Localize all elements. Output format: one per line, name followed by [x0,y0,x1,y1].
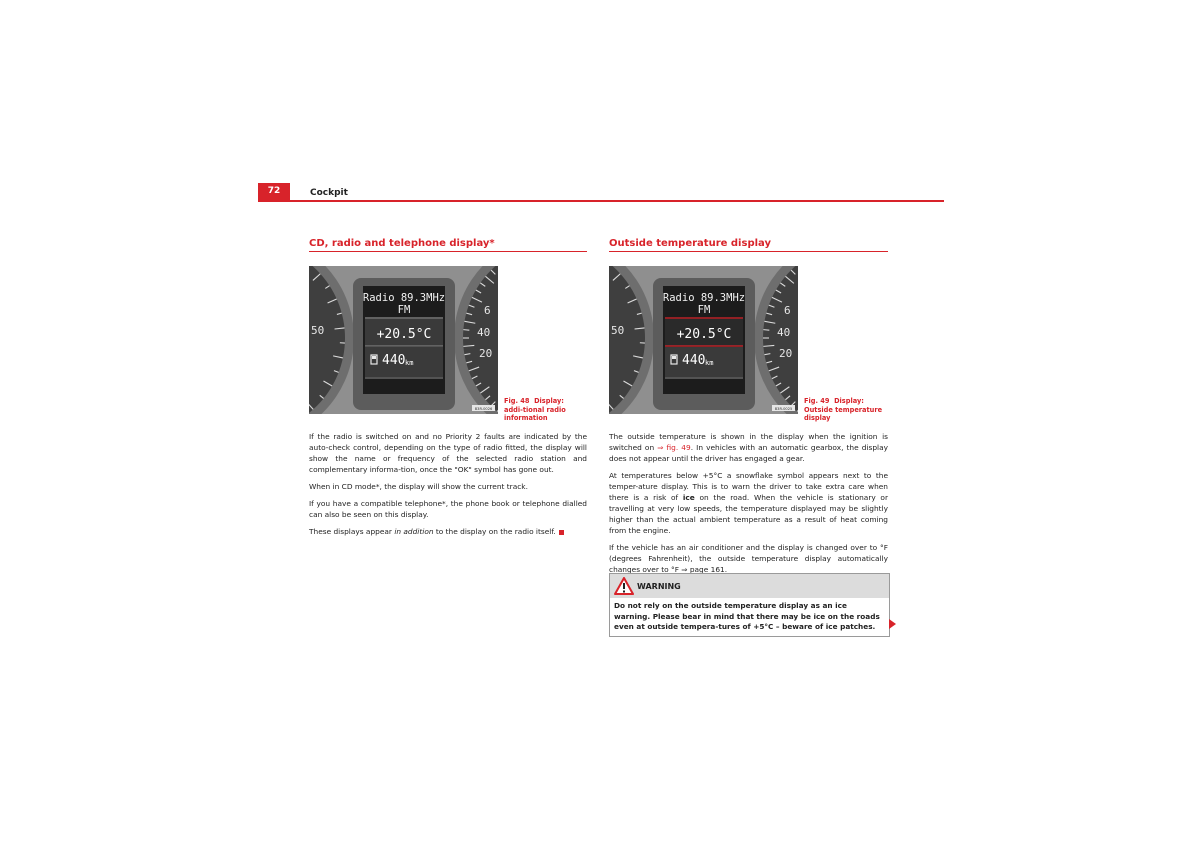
gauge-tick-label: 20 [779,347,793,360]
display-radio-band: FM [397,304,411,316]
figure-49 [609,266,798,414]
display-radio-station: Radio 89.3MHz [362,292,446,304]
header-rule [258,200,944,202]
figure-caption-text: Display: addi-tional radio information [504,397,566,422]
paragraph: If you have a compatible telephone*, the phone book or telephone dialled can also be seen on this display. [309,499,587,519]
figure-link[interactable]: ⇒ fig. 49 [657,443,691,452]
gauge-tick-label: 40 [477,326,491,339]
right-section-title: Outside temperature display [609,238,771,249]
display-radio-station: Radio 89.3MHz [662,292,746,304]
display-temperature: +20.5°C [676,327,732,342]
paragraph: The outside temperature is shown in the display when the ignition is switched on ⇒ fig. 49. In vehicles with an automatic gearbox, the display does not appear until the driver has engaged a gear. [609,432,888,463]
warning-title: WARNING [637,582,681,591]
warning-header [610,574,889,598]
fuel-pump-icon-window [372,356,376,359]
gauge-tick [463,330,469,331]
paragraph: When in CD mode*, the display will show the current track. [309,482,528,491]
warning-box [609,573,890,637]
right-body-text [609,431,888,581]
display-radio-band: FM [697,304,711,316]
paragraph: If the vehicle has an air conditioner and the display is changed over to °F (degrees Fahrenheit), the outside temperature display automatically changes over to °F ⇒ page 161. [609,543,888,574]
figure-code: B3R-0026 [474,407,493,411]
continue-arrow-icon [889,619,896,629]
right-section-rule [609,251,888,252]
figure-48-caption [504,397,584,423]
display-range-value: 440 [382,353,406,368]
paragraph: At temperatures below +5°C a snowflake symbol appears next to the temper-ature display. This is to warn the driver to take extra care when there is a risk of ice on the road. When the vehicle is stationary or travelling at very low speeds, the temperature displayed may be slightly higher than the actual ambient temperature as a result of heat coming from the engine. [609,471,888,535]
gauge-tick-label: 50 [611,324,625,337]
gauge-tick-label: 20 [479,347,493,360]
page-number: 72 [267,186,281,196]
figure-code: B3R-0025 [774,407,793,411]
fuel-pump-icon-window [672,356,676,359]
display-range-unit: km [405,359,414,367]
figure-label: Fig. 48 [504,397,530,405]
end-of-section-square-icon [559,530,564,535]
display-range-unit: km [705,359,714,367]
gauge-tick-label: 50 [311,324,325,337]
paragraph: If the radio is switched on and no Priority 2 faults are indicated by the auto-check control, depending on the type of radio fitted, the display will show the name or frequency of the selected radio station and complementary informa-tion, once the "OK" symbol has gone out. [309,432,587,474]
figure-48 [309,266,498,414]
gauge-tick-label: 40 [777,326,791,339]
left-body-text [309,431,587,543]
gauge-tick [763,330,769,331]
warning-triangle-icon [614,577,634,595]
chapter-title: Cockpit [310,188,348,198]
figure-49-caption [804,397,888,423]
warning-text: Do not rely on the outside temperature display as an ice warning. Please bear in mind that there may be ice on the roads even at outside tempera-tures of +5°C – beware of ice patches. [614,601,880,631]
left-section-rule [309,251,587,252]
paragraph: These displays appear in addition to the display on the radio itself. [309,526,587,537]
left-section-title: CD, radio and telephone display* [309,238,495,249]
figure-caption-text: Display: Outside temperature display [804,397,883,422]
figure-label: Fig. 49 [804,397,830,405]
display-range-value: 440 [682,353,706,368]
gauge-tick-label: 6 [784,304,791,317]
gauge-tick-label: 6 [484,304,491,317]
display-temperature: +20.5°C [376,327,432,342]
